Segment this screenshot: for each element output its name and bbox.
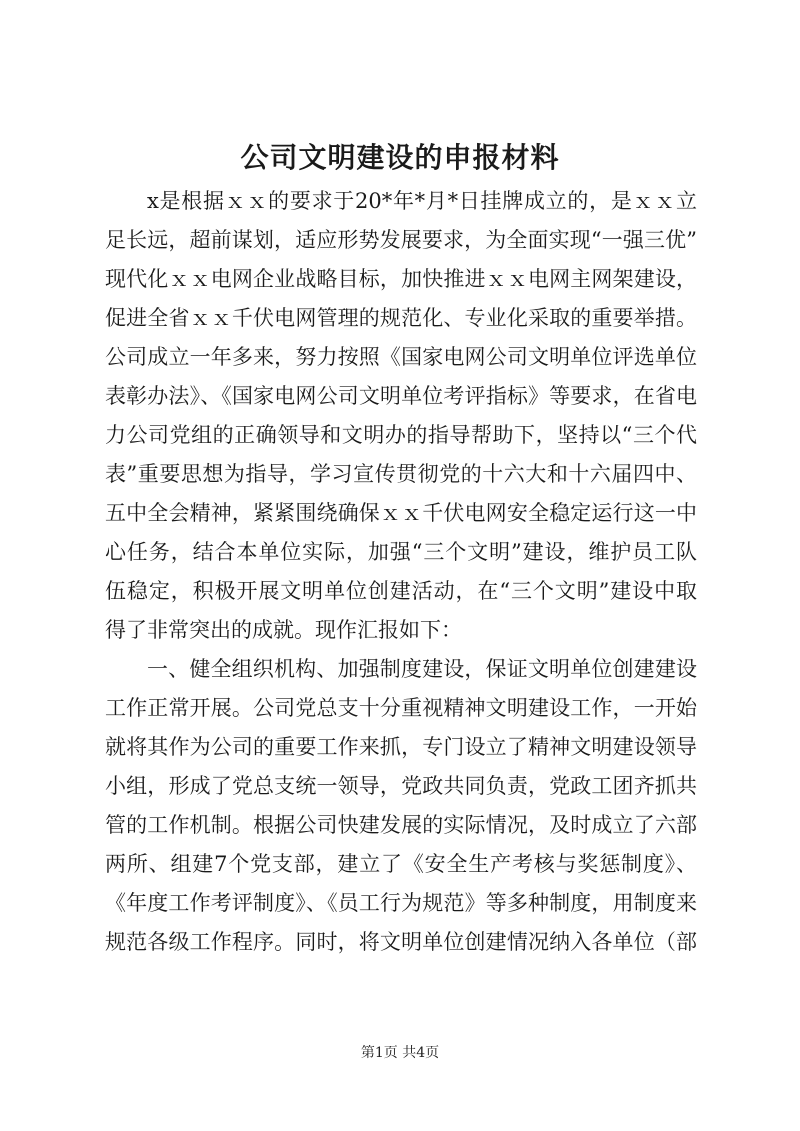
- body-line: 工作正常开展。公司党总支十分重视精神文明建设工作，一开始: [105, 696, 697, 720]
- body-line: 得了非常突出的成就。现作汇报如下：: [105, 618, 462, 642]
- page-footer: 第1页 共4页: [360, 1045, 440, 1061]
- body-line: 现代化ｘｘ电网企业战略目标，加快推进ｘｘ电网主网架建设，: [105, 267, 697, 291]
- body-line: 小组，形成了党总支统一领导，党政共同负责，党政工团齐抓共: [105, 774, 697, 798]
- body-line: 伍稳定，积极开展文明单位创建活动，在“三个文明”建设中取: [105, 579, 697, 603]
- body-line: 一、健全组织机构、加强制度建设，保证文明单位创建建设: [147, 657, 697, 681]
- body-line: 管的工作机制。根据公司快建发展的实际情况，及时成立了六部: [105, 813, 697, 837]
- body-line: 促进全省ｘｘ千伏电网管理的规范化、专业化采取的重要举措。: [105, 306, 697, 330]
- body-line: 两所、组建7个党支部，建立了《安全生产考核与奖惩制度》、: [105, 852, 697, 876]
- document-body: [105, 182, 697, 962]
- body-line: x是根据ｘｘ的要求于20*年*月*日挂牌成立的，是ｘｘ立: [147, 189, 697, 213]
- body-line: 表彰办法》、《国家电网公司文明单位考评指标》等要求，在省电: [105, 384, 697, 408]
- body-line: 公司成立一年多来，努力按照《国家电网公司文明单位评选单位: [105, 345, 697, 369]
- body-line: 足长远，超前谋划，适应形势发展要求，为全面实现“一强三优”: [105, 228, 697, 252]
- body-line: 表”重要思想为指导，学习宣传贯彻党的十六大和十六届四中、: [105, 462, 697, 486]
- body-line: 心任务，结合本单位实际，加强“三个文明”建设，维护员工队: [105, 540, 697, 564]
- body-line: 《年度工作考评制度》、《员工行为规范》等多种制度，用制度来: [105, 891, 697, 915]
- body-line: 就将其作为公司的重要工作来抓，专门设立了精神文明建设领导: [105, 735, 697, 759]
- body-line: 力公司党组的正确领导和文明办的指导帮助下，坚持以“三个代: [105, 423, 697, 447]
- document-title: 公司文明建设的申报材料: [240, 141, 560, 174]
- body-line: 规范各级工作程序。同时，将文明单位创建情况纳入各单位（部: [105, 930, 697, 954]
- body-line: 五中全会精神，紧紧围绕确保ｘｘ千伏电网安全稳定运行这一中: [105, 501, 697, 525]
